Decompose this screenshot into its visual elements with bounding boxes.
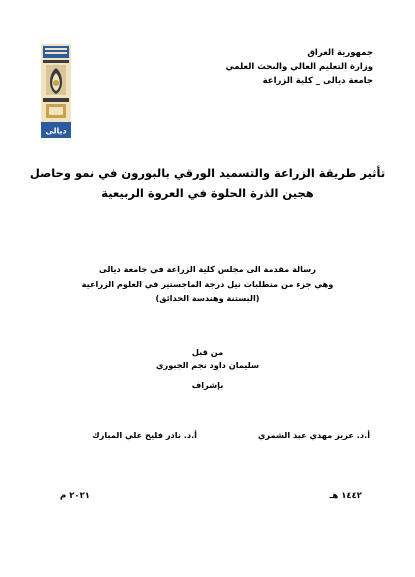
university-name: جامعة ديالى _ كلية الزراعة (262, 76, 373, 86)
thesis-title (20, 163, 395, 203)
description-line-1: رسالة مقدمة الى مجلس كلية الزراعة في جامعة ديالى (99, 264, 316, 274)
description-line-2: وهي جزء من متطلبات نيل درجة الماجستير في العلوم الزراعية (81, 278, 334, 289)
hijri-date: ١٤٤٢ هـ (329, 491, 362, 501)
author-block (20, 346, 395, 372)
diyala-university-emblem-icon (41, 44, 71, 138)
thesis-description (20, 262, 395, 306)
country-name: جمهورية العراق (307, 48, 373, 58)
gregorian-date: ٢٠٢١ م (60, 491, 90, 501)
ministry-name: وزارة التعليم العالي والبحث العلمي (225, 62, 373, 72)
supervisor-1-name: أ.د. عزيز مهدي عبد الشمري (257, 430, 370, 440)
supervision-label: بإشراف (191, 380, 224, 390)
institution-header (153, 46, 373, 88)
description-line-3: (البستنة وهندسة الحدائق) (155, 293, 260, 303)
logo-text: ديالى (45, 126, 67, 136)
thesis-title-line-1: تأثير طريقة الزراعة والتسميد الورقي بالبورون في نمو وحاصل (29, 166, 386, 180)
by-label: من قبل (191, 347, 224, 357)
university-logo (41, 44, 71, 138)
thesis-title-line-2: هجين الذرة الحلوة في العروة الربيعية (101, 186, 314, 200)
supervisor-2-name: أ.د. نادر فليح علي المبارك (92, 430, 197, 440)
author-name: سليمان داود نجم الجبوري (155, 360, 259, 370)
